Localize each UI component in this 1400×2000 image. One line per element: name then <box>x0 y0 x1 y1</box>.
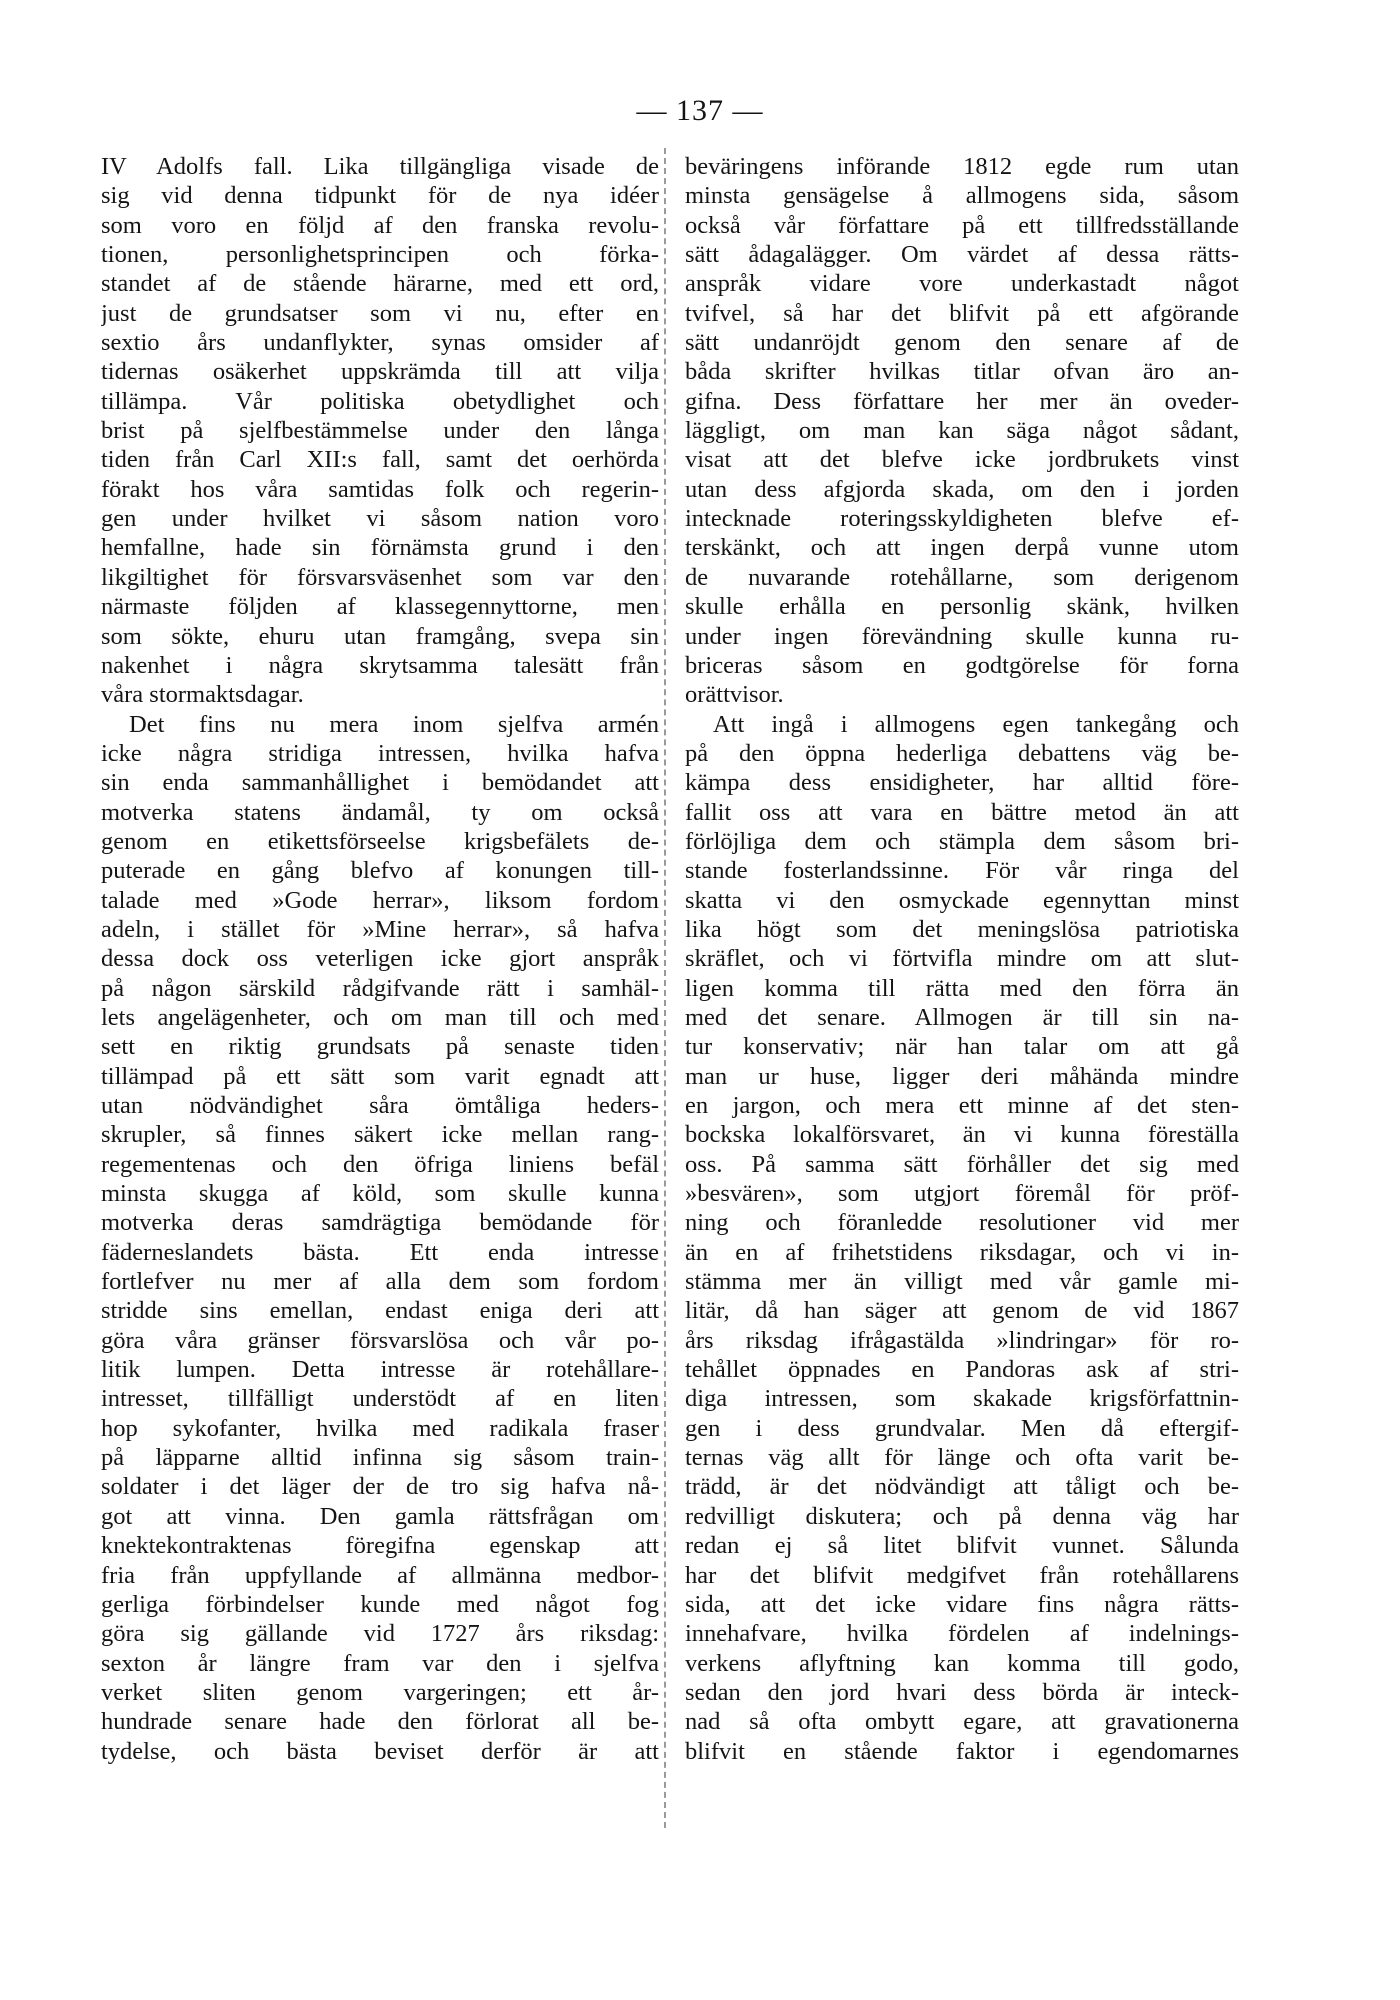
text-line: stande fosterlandssinne. För vår ringa del <box>685 857 1239 885</box>
text-line: brist på sjelfbestämmelse under den långa <box>101 417 659 445</box>
text-line: års riksdag ifrågastälda »lindringar» för ro- <box>685 1326 1239 1354</box>
text-line: litär, då han säger att genom de vid 1867 <box>685 1297 1239 1325</box>
text-line: verket sliten genom vargeringen; ett år- <box>101 1678 659 1706</box>
text-line: sätt undanröjdt genom den senare af de <box>685 329 1239 357</box>
text-line: hemfallne, hade sin förnämsta grund i den <box>101 534 659 562</box>
text-line: som sökte, ehuru utan framgång, svepa sin <box>101 622 659 650</box>
text-line: sextio års undanflykter, synas omsider af <box>101 329 659 357</box>
text-line: briceras såsom en godtgörelse för forna <box>685 651 1239 679</box>
text-line: gen under hvilket vi såsom nation voro <box>101 505 659 533</box>
text-line: båda skrifter hvilkas titlar ofvan äro an- <box>685 358 1239 386</box>
text-line: skräflet, och vi förtvifla mindre om att slut- <box>685 945 1239 973</box>
text-line: IV Adolfs fall. Lika tillgängliga visade de <box>101 153 659 180</box>
text-line: tydelse, och bästa beviset derför är att <box>101 1737 659 1765</box>
text-line: kämpa dess ensidigheter, har alltid före- <box>685 769 1239 797</box>
text-line: gerliga förbindelser kunde med något fog <box>101 1590 659 1618</box>
text-line: tidernas osäkerhet uppskrämda till att vilja <box>101 358 659 386</box>
text-line: gifna. Dess författare her mer än oveder- <box>685 387 1239 415</box>
text-line: på läpparne alltid infinna sig såsom train- <box>101 1444 659 1472</box>
text-line: bockska lokalförsvaret, än vi kunna föreställa <box>685 1121 1239 1149</box>
text-line: förakt hos våra samtidas folk och regerin- <box>101 475 659 503</box>
text-line: anspråk vidare vore underkastadt något <box>685 270 1239 298</box>
text-line: Att ingå i allmogens egen tankegång och <box>713 710 1239 738</box>
text-line: lika högt som det meningslösa patriotiska <box>685 915 1239 943</box>
text-line: läggligt, om man kan säga något sådant, <box>685 417 1239 445</box>
text-line: »besvären», som utgjort föremål för pröf- <box>685 1180 1239 1208</box>
text-line: på den öppna hederliga debattens väg be- <box>685 739 1239 767</box>
text-line: redvilligt diskutera; och på denna väg har <box>685 1502 1239 1530</box>
text-line: ligen komma till rätta med den förra än <box>685 974 1239 1002</box>
text-line: tillämpad på ett sätt som varit egnadt att <box>101 1062 659 1090</box>
text-line: skrupler, så finnes säkert icke mellan rang- <box>101 1121 659 1149</box>
text-line: terskänkt, och att ingen derpå vunne utom <box>685 534 1239 562</box>
text-line: intecknade roteringsskyldigheten blefve ef- <box>685 505 1239 533</box>
text-line: verkens aflyftning kan komma till godo, <box>685 1649 1239 1677</box>
text-line: som voro en följd af den franska revolu- <box>101 211 659 239</box>
text-line: en jargon, och mera ett minne af det sten- <box>685 1092 1239 1119</box>
text-line: motverka deras samdrägtiga bemödande för <box>101 1209 659 1237</box>
text-line: fäderneslandets bästa. Ett enda intresse <box>101 1238 659 1266</box>
text-line: sin enda sammanhållighet i bemödandet att <box>101 769 659 797</box>
text-line: orättvisor. <box>685 681 784 709</box>
text-line: också vår författare på ett tillfredsställande <box>685 211 1239 239</box>
text-line: talade med »Gode herrar», liksom fordom <box>101 886 659 914</box>
text-line: göra våra gränser försvarslösa och vår po- <box>101 1326 659 1354</box>
text-line: trädd, är det nödvändigt att tåligt och be- <box>685 1473 1239 1501</box>
text-line: på någon särskild rådgifvande rätt i samhäl- <box>101 974 659 1002</box>
text-line: blifvit en stående faktor i egendomarnes <box>685 1737 1239 1765</box>
text-line: göra sig gällande vid 1727 års riksdag: <box>101 1620 659 1648</box>
text-line: sätt ådagalägger. Om värdet af dessa rätts- <box>685 241 1239 269</box>
text-line: knektekontraktenas föregifna egenskap att <box>101 1532 659 1560</box>
text-line: tillämpa. Vår politiska obetydlighet och <box>101 387 659 415</box>
text-line: förlöjliga dem och stämpla dem såsom bri- <box>685 827 1239 855</box>
text-line: tionen, personlighetsprincipen och förka- <box>101 241 659 269</box>
text-line: intresset, tillfälligt understödt af en liten <box>101 1385 659 1413</box>
text-line: tehållet öppnades en Pandoras ask af stri- <box>685 1356 1239 1384</box>
text-line: under ingen förevändning skulle kunna ru- <box>685 622 1239 650</box>
text-line: sida, att det icke vidare fins några rätts- <box>685 1590 1239 1618</box>
text-line: lets angelägenheter, och om man till och med <box>101 1003 659 1031</box>
text-line: stämma mer än villigt med vår gamle mi- <box>685 1268 1239 1296</box>
text-line: de nuvarande rotehållarne, som derigenom <box>685 563 1239 591</box>
text-line: skulle erhålla en personlig skänk, hvilken <box>685 593 1239 621</box>
text-line: nad så ofta ombytt egare, att gravationerna <box>685 1708 1239 1736</box>
text-line: soldater i det läger der de tro sig hafva nå- <box>101 1473 659 1501</box>
text-line: beväringens införande 1812 egde rum utan <box>685 153 1239 180</box>
text-line: ternas väg allt för länge och ofta varit be- <box>685 1444 1239 1472</box>
text-line: hundrade senare hade den förlorat all be- <box>101 1708 659 1736</box>
text-line: sedan den jord hvari dess börda är inteck- <box>685 1678 1239 1706</box>
text-line: genom en etikettsförseelse krigsbefälets de- <box>101 827 659 855</box>
left-text-column <box>101 152 659 1766</box>
text-line: sexton år längre fram var den i sjelfva <box>101 1649 659 1677</box>
text-line: got att vinna. Den gamla rättsfrågan om <box>101 1502 659 1530</box>
right-text-column <box>685 152 1239 1766</box>
text-line: utan dess afgjorda skada, om den i jorden <box>685 475 1239 503</box>
text-line: sig vid denna tidpunkt för de nya idéer <box>101 182 659 210</box>
text-line: gen i dess grundvalar. Men då eftergif- <box>685 1414 1239 1442</box>
text-line: minsta gensägelse å allmogens sida, såsom <box>685 182 1239 210</box>
text-line: oss. På samma sätt förhåller det sig med <box>685 1150 1239 1178</box>
text-line: standet af de stående härarne, med ett ord, <box>101 270 659 298</box>
text-line: minsta skugga af köld, som skulle kunna <box>101 1180 659 1208</box>
text-line: dessa dock oss veterligen icke gjort anspråk <box>101 945 659 973</box>
column-divider <box>664 148 667 1828</box>
text-line: just de grundsatser som vi nu, efter en <box>101 299 659 327</box>
text-line: diga intressen, som skakade krigsförfattnin- <box>685 1385 1239 1413</box>
text-line: redan ej så litet blifvit vunnet. Sålunda <box>685 1532 1239 1560</box>
text-line: visat att det blefve icke jordbrukets vinst <box>685 446 1239 474</box>
text-line: utan nödvändighet såra ömtåliga heders- <box>101 1092 659 1119</box>
text-line: har det blifvit medgifvet från rotehållarens <box>685 1561 1239 1589</box>
text-line: fria från uppfyllande af allmänna medbor- <box>101 1561 659 1589</box>
text-line: ning och föranledde resolutioner vid mer <box>685 1209 1239 1237</box>
page-number: — 137 — <box>636 94 764 127</box>
text-line: icke några stridiga intressen, hvilka hafva <box>101 739 659 767</box>
text-line: innehafvare, hvilka fördelen af indelnings- <box>685 1620 1239 1648</box>
text-line: adeln, i stället för »Mine herrar», så hafva <box>101 915 659 943</box>
text-line: man ur huse, ligger deri måhända mindre <box>685 1062 1239 1090</box>
text-line: tur konservativ; när han talar om att gå <box>685 1033 1239 1061</box>
text-line: hop sykofanter, hvilka med radikala fraser <box>101 1414 659 1442</box>
text-line: sett en riktig grundsats på senaste tiden <box>101 1033 659 1061</box>
text-line: puterade en gång blefvo af konungen till- <box>101 857 659 885</box>
text-line: skatta vi den osmyckade egennyttan minst <box>685 886 1239 914</box>
text-line: tvifvel, så har det blifvit på ett afgörande <box>685 299 1239 327</box>
text-line: med det senare. Allmogen är till sin na- <box>685 1003 1239 1031</box>
text-line: än en af frihetstidens riksdagar, och vi in- <box>685 1238 1239 1266</box>
text-line: våra stormaktsdagar. <box>101 681 304 709</box>
text-line: närmaste följden af klassegennyttorne, men <box>101 593 659 621</box>
text-line: likgiltighet för försvarsväsenhet som var den <box>101 563 659 591</box>
text-line: Det fins nu mera inom sjelfva armén <box>129 710 659 738</box>
text-line: stridde sins emellan, endast eniga deri att <box>101 1297 659 1325</box>
text-line: litik lumpen. Detta intresse är rotehållare- <box>101 1356 659 1384</box>
text-line: regementenas och den öfriga liniens befäl <box>101 1150 659 1178</box>
text-line: fortlefver nu mer af alla dem som fordom <box>101 1268 659 1296</box>
text-line: tiden från Carl XII:s fall, samt det oerhörda <box>101 446 659 474</box>
text-line: nakenhet i några skrytsamma talesätt från <box>101 651 659 679</box>
text-line: fallit oss att vara en bättre metod än att <box>685 798 1239 826</box>
text-line: motverka statens ändamål, ty om också <box>101 798 659 826</box>
